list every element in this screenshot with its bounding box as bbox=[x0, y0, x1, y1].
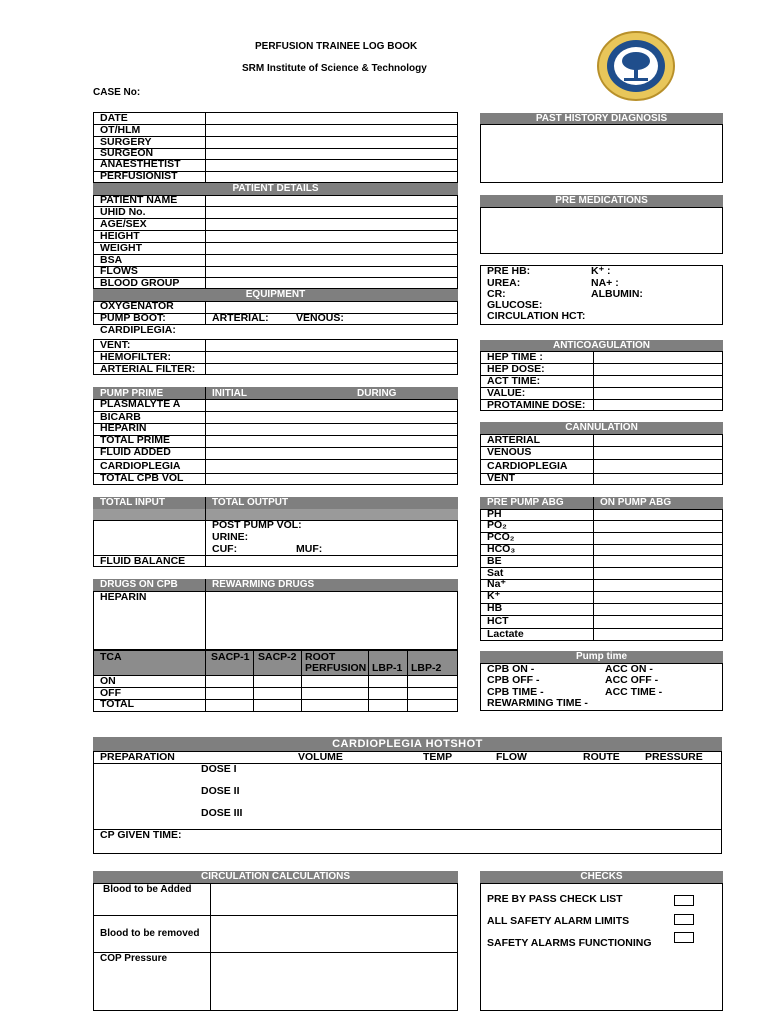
date-label: DATE bbox=[100, 112, 128, 124]
rewarming-time-label: REWARMING TIME - bbox=[487, 697, 588, 709]
tca-label: TCA bbox=[100, 651, 122, 663]
glucose-label: GLUCOSE: bbox=[487, 299, 543, 311]
anticoagulation-header: ANTICOAGULATION bbox=[480, 340, 723, 351]
pco2-label: PCO₂ bbox=[487, 531, 515, 543]
vent-cannula-label: VENT bbox=[487, 472, 516, 484]
lbp2-column: LBP-2 bbox=[411, 662, 442, 674]
vent-equipment-label: VENT: bbox=[100, 339, 131, 351]
preparation-column: PREPARATION bbox=[100, 751, 175, 763]
creatinine-label: CR: bbox=[487, 288, 506, 300]
heparin-drug-label: HEPARIN bbox=[100, 591, 147, 603]
acc-time-label: ACC TIME - bbox=[605, 686, 663, 698]
past-history-box bbox=[480, 124, 723, 183]
cardioplegia-cannula-label: CARDIOPLEGIA bbox=[487, 460, 568, 472]
height-label: HEIGHT bbox=[100, 230, 140, 242]
pre-hb-label: PRE HB: bbox=[487, 265, 531, 277]
albumin-label: ALBUMIN: bbox=[591, 288, 643, 300]
potassium-lab-label: K⁺ : bbox=[591, 265, 611, 277]
sodium-lab-label: NA+ : bbox=[591, 277, 619, 289]
pressure-column: PRESSURE bbox=[645, 751, 703, 763]
volume-column: VOLUME bbox=[298, 751, 343, 763]
cpb-on-label: CPB ON - bbox=[487, 663, 535, 675]
on-pump-abg-title: ON PUMP ABG bbox=[600, 497, 672, 508]
protamine-dose-label: PROTAMINE DOSE: bbox=[487, 399, 586, 411]
bicarb-label: BICARB bbox=[100, 411, 141, 423]
flows-label: FLOWS bbox=[100, 265, 138, 277]
dose-1-label: DOSE I bbox=[201, 763, 237, 775]
hep-dose-label: HEP DOSE: bbox=[487, 363, 545, 375]
safety-alarms-functioning-label: SAFETY ALARMS FUNCTIONING bbox=[487, 937, 652, 949]
plasmalyte-label: PLASMALYTE A bbox=[100, 398, 181, 410]
cardioplegia-equipment-label: CARDIPLEGIA: bbox=[100, 324, 176, 336]
pump-boot-label: PUMP BOOT: bbox=[100, 312, 166, 324]
circulation-table bbox=[93, 883, 458, 1011]
lbp1-column: LBP-1 bbox=[372, 662, 403, 674]
perfusion-column: PERFUSION bbox=[305, 662, 367, 674]
age-sex-label: AGE/SEX bbox=[100, 218, 147, 230]
past-history-header: PAST HISTORY DIAGNOSIS bbox=[480, 113, 723, 124]
anaesthetist-label: ANAESTHETIST bbox=[100, 158, 181, 170]
fluid-added-label: FLUID ADDED bbox=[100, 446, 171, 458]
hemofilter-label: HEMOFILTER: bbox=[100, 351, 171, 363]
root-column: ROOT bbox=[305, 651, 336, 663]
hct-label: HCT bbox=[487, 615, 509, 627]
post-pump-vol-label: POST PUMP VOL: bbox=[212, 519, 302, 531]
hco3-label: HCO₃ bbox=[487, 543, 516, 555]
blood-to-be-removed-label: Blood to be removed bbox=[100, 928, 200, 939]
cpb-time-label: CPB TIME - bbox=[487, 686, 544, 698]
equipment-header: EQUIPMENT bbox=[93, 289, 458, 301]
arterial-cannula-label: ARTERIAL bbox=[487, 434, 541, 446]
safety-alarms-functioning-checkbox[interactable] bbox=[674, 932, 694, 943]
uhid-label: UHID No. bbox=[100, 206, 146, 218]
na-label: Na⁺ bbox=[487, 578, 506, 590]
blood-to-be-added-label: Blood to be Added bbox=[103, 884, 192, 895]
cp-given-time-label: CP GIVEN TIME: bbox=[100, 829, 182, 841]
drugs-on-cpb-title: DRUGS ON CPB bbox=[100, 579, 178, 590]
cop-pressure-label: COP Pressure bbox=[100, 953, 168, 964]
checks-header: CHECKS bbox=[480, 871, 723, 883]
total-cpb-vol-label: TOTAL CPB VOL bbox=[100, 472, 184, 484]
patient-details-header: PATIENT DETAILS bbox=[93, 183, 458, 195]
acc-off-label: ACC OFF - bbox=[605, 674, 659, 686]
venous-cannula-label: VENOUS bbox=[487, 446, 532, 458]
surgery-label: SURGERY bbox=[100, 136, 152, 148]
arterial-filter-label: ARTERIAL FILTER: bbox=[100, 363, 196, 375]
pump-prime-title: PUMP PRIME bbox=[100, 388, 164, 399]
safety-alarm-limits-checkbox[interactable] bbox=[674, 914, 694, 925]
hotshot-header: CARDIOPLEGIA HOTSHOT bbox=[93, 737, 722, 751]
drugs-table bbox=[93, 591, 458, 650]
po2-label: PO₂ bbox=[487, 519, 507, 531]
during-column-title: DURING bbox=[357, 388, 397, 399]
circulation-header: CIRCULATION CALCULATIONS bbox=[93, 871, 458, 883]
cannulation-header: CANNULATION bbox=[480, 422, 723, 434]
flow-column: FLOW bbox=[496, 751, 527, 763]
heparin-prime-label: HEPARIN bbox=[100, 422, 147, 434]
fluid-balance-label: FLUID BALANCE bbox=[100, 555, 186, 567]
surgeon-label: SURGEON bbox=[100, 147, 154, 159]
k-label: K⁺ bbox=[487, 590, 501, 602]
cuf-label: CUF: bbox=[212, 543, 238, 555]
bsa-label: BSA bbox=[100, 254, 123, 266]
total-output-title: TOTAL OUTPUT bbox=[212, 497, 289, 508]
total-prime-label: TOTAL PRIME bbox=[100, 434, 171, 446]
hep-time-label: HEP TIME : bbox=[487, 351, 543, 363]
value-label: VALUE: bbox=[487, 387, 526, 399]
sacp1-column: SACP-1 bbox=[211, 651, 250, 663]
pre-medications-box bbox=[480, 207, 723, 254]
blood-group-label: BLOOD GROUP bbox=[100, 277, 180, 289]
tca-total-label: TOTAL bbox=[100, 698, 135, 710]
perfusionist-label: PERFUSIONIST bbox=[100, 170, 178, 182]
abg-table bbox=[480, 509, 723, 641]
dose-2-label: DOSE II bbox=[201, 785, 240, 797]
institute-name: SRM Institute of Science & Technology bbox=[242, 63, 427, 74]
hotshot-table bbox=[93, 751, 722, 854]
log-book-title: PERFUSION TRAINEE LOG BOOK bbox=[255, 41, 418, 52]
cardioplegia-prime-label: CARDIOPLEGIA bbox=[100, 460, 181, 472]
case-number-label: CASE No: bbox=[93, 87, 141, 98]
pre-medications-header: PRE MEDICATIONS bbox=[480, 195, 723, 207]
sat-label: Sat bbox=[487, 567, 504, 579]
be-label: BE bbox=[487, 555, 502, 567]
muf-label: MUF: bbox=[296, 543, 323, 555]
lactate-label: Lactate bbox=[487, 628, 524, 640]
act-time-label: ACT TIME: bbox=[487, 375, 541, 387]
initial-column-title: INITIAL bbox=[212, 388, 247, 399]
pump-time-header: Pump time bbox=[480, 651, 723, 663]
oxygenator-label: OXYGENATOR bbox=[100, 300, 174, 312]
rewarming-drugs-title: REWARMING DRUGS bbox=[212, 579, 315, 590]
patient-name-label: PATIENT NAME bbox=[100, 194, 178, 206]
pre-pump-abg-title: PRE PUMP ABG bbox=[487, 497, 564, 508]
cpb-off-label: CPB OFF - bbox=[487, 674, 540, 686]
temp-column: TEMP bbox=[423, 751, 453, 763]
safety-alarm-limits-label: ALL SAFETY ALARM LIMITS bbox=[487, 915, 630, 927]
institute-logo bbox=[596, 30, 676, 102]
total-input-title: TOTAL INPUT bbox=[100, 497, 165, 508]
arterial-boot-label: ARTERIAL: bbox=[212, 312, 269, 324]
dose-3-label: DOSE III bbox=[201, 807, 243, 819]
circulation-hct-label: CIRCULATION HCT: bbox=[487, 310, 586, 322]
sacp2-column: SACP-2 bbox=[258, 651, 297, 663]
ph-label: PH bbox=[487, 508, 502, 520]
weight-label: WEIGHT bbox=[100, 242, 142, 254]
urea-label: UREA: bbox=[487, 277, 521, 289]
acc-on-label: ACC ON - bbox=[605, 663, 653, 675]
tca-on-label: ON bbox=[100, 675, 116, 687]
tca-off-label: OFF bbox=[100, 687, 121, 699]
route-column: ROUTE bbox=[583, 751, 620, 763]
venous-boot-label: VENOUS: bbox=[296, 312, 344, 324]
hb-label: HB bbox=[487, 602, 503, 614]
urine-label: URINE: bbox=[212, 531, 249, 543]
pre-bypass-checkbox[interactable] bbox=[674, 895, 694, 906]
ot-hlm-label: OT/HLM bbox=[100, 124, 141, 136]
pre-bypass-checklist-label: PRE BY PASS CHECK LIST bbox=[487, 893, 623, 905]
